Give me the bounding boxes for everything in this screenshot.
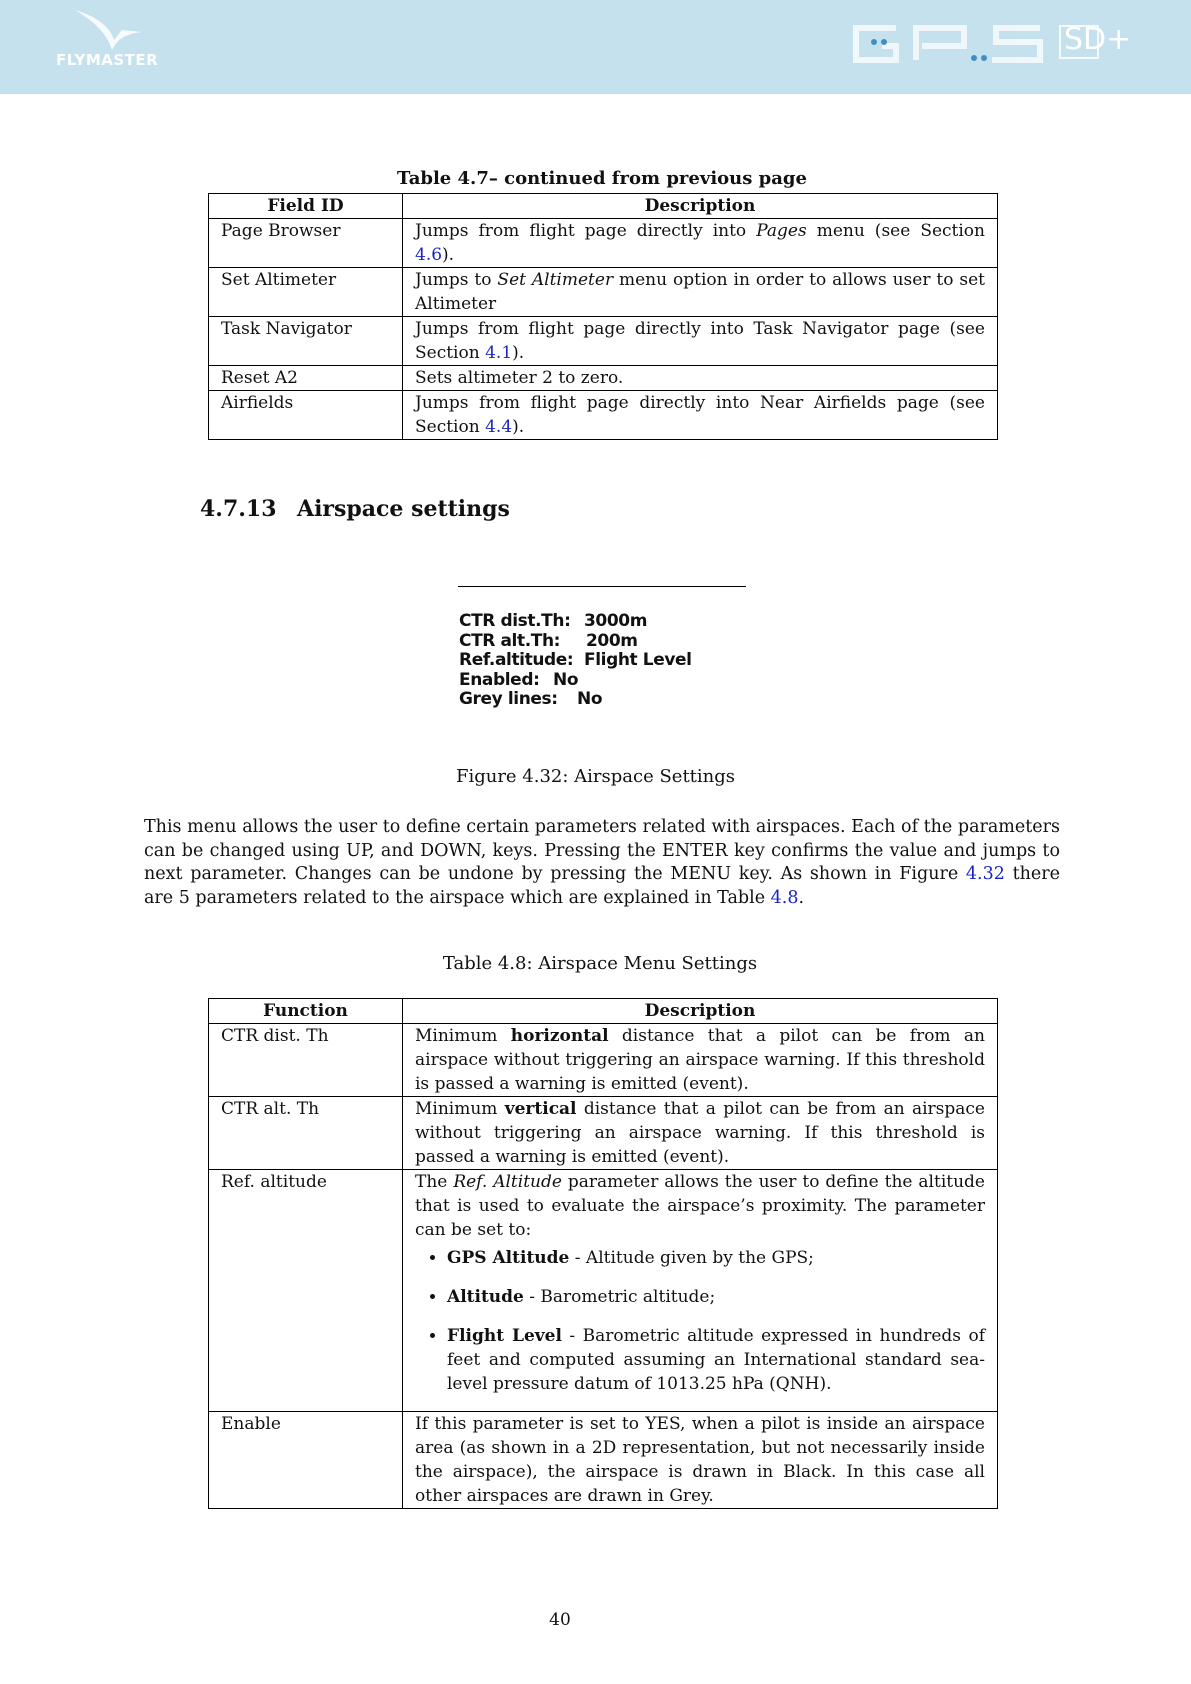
screen-line: CTR alt.Th: 200m	[459, 630, 638, 651]
function-cell: CTR alt. Th	[209, 1097, 403, 1170]
figure-link[interactable]: 4.32	[965, 864, 1005, 884]
table-row	[209, 219, 998, 268]
description-cell: Minimum horizontal distance that a pilot can be from an airspace without triggering an airspace warning. If this threshold is passed a warning is emitted (event).	[403, 1024, 998, 1097]
screen-line: CTR dist.Th: 3000m	[459, 611, 648, 631]
table-continued-caption: Table 4.7– continued from previous page	[397, 168, 807, 189]
list-item: • Flight Level - Barometric altitude expressed in hundreds of feet and computed assuming an International standard sea-level pressure datum of 1013.25 hPa (QNH).	[447, 1324, 985, 1396]
table-row	[209, 317, 998, 366]
product-suffix: SD+	[1064, 22, 1132, 57]
description-cell: Jumps from flight page directly into Near Airfields page (see Section 4.4).	[403, 391, 998, 440]
field-id-cell: Reset A2	[209, 366, 403, 391]
field-id-cell: Set Altimeter	[209, 268, 403, 317]
description-cell: The Ref. Altitude parameter allows the user to define the altitude that is used to evaluate the airspace’s proximity. The parameter can be set to: • GPS Altitude - Altitude given by the GPS; • Altitude - Barometric altitude; • Flight Level - Barometric altitude expressed in hundreds of feet and computed assuming an International standard sea-level pressure datum of 1013.25 hPa (QNH).	[403, 1170, 998, 1412]
table-row	[209, 1170, 998, 1412]
field-id-cell: Page Browser	[209, 219, 403, 268]
table-row	[209, 1412, 998, 1509]
page-number: 40	[549, 1610, 571, 1630]
list-item: • Altitude - Barometric altitude;	[447, 1285, 985, 1309]
table-row	[209, 366, 998, 391]
description-cell: Jumps to Set Altimeter menu option in order to allows user to set Altimeter	[403, 268, 998, 317]
screen-line: Grey lines: No	[459, 689, 603, 709]
section-link[interactable]: 4.6	[415, 245, 443, 265]
figure-caption: Figure 4.32: Airspace Settings	[455, 766, 736, 787]
section-title: Airspace settings	[297, 496, 510, 522]
table-link[interactable]: 4.8	[770, 887, 799, 908]
table-row	[209, 1097, 998, 1170]
description-cell: Jumps from flight page directly into Pages menu (see Section 4.6).	[403, 219, 998, 268]
screen-line: Ref.altitude: Flight Level	[459, 650, 692, 670]
section-link[interactable]: 4.4	[485, 417, 513, 437]
column-header: Description	[403, 194, 998, 219]
list-item: • GPS Altitude - Altitude given by the GPS;	[447, 1246, 985, 1270]
table-row	[209, 1024, 998, 1097]
description-cell: If this parameter is set to YES, when a pilot is inside an airspace area (as shown in a 2D representation, but not necessarily inside the airspace), the airspace is drawn in Black. In this case all other airspaces are drawn in Grey.	[403, 1412, 998, 1509]
description-cell: Sets altimeter 2 to zero.	[403, 366, 998, 391]
field-id-cell: Task Navigator	[209, 317, 403, 366]
function-cell: Ref. altitude	[209, 1170, 403, 1412]
description-cell: Jumps from flight page directly into Task Navigator page (see Section 4.1).	[403, 317, 998, 366]
field-id-table	[208, 193, 998, 440]
page-header	[0, 0, 1191, 94]
screen-top-rule	[458, 586, 746, 587]
body-paragraph: This menu allows the user to define certain parameters related with airspaces. Each of the parameters can be changed using UP, and DOWN, keys. Pressing the ENTER key confirms the value and jumps to next parameter. Changes can be undone by pressing the MENU key. As shown in Figure 4.32 there are 5 parameters related to the airspace which are explained in Table 4.8.	[144, 817, 1060, 908]
column-header: Field ID	[209, 194, 403, 219]
table-caption: Table 4.8: Airspace Menu Settings	[442, 953, 758, 974]
brand-name: FLYMASTER	[56, 51, 159, 69]
field-id-cell: Airfields	[209, 391, 403, 440]
table-header-row	[209, 999, 998, 1024]
section-number: 4.7.13	[200, 496, 277, 522]
function-cell: CTR dist. Th	[209, 1024, 403, 1097]
description-cell: Minimum vertical distance that a pilot can be from an airspace without triggering an airspace warning. If this threshold is passed a warning is emitted (event).	[403, 1097, 998, 1170]
section-heading	[200, 496, 510, 522]
option-list	[415, 1246, 985, 1396]
column-header: Function	[209, 999, 403, 1024]
section-link[interactable]: 4.1	[485, 343, 513, 363]
airspace-settings-table	[208, 998, 998, 1509]
table-header-row	[209, 194, 998, 219]
column-header: Description	[403, 999, 998, 1024]
airspace-settings-screen	[459, 612, 692, 710]
table-row	[209, 391, 998, 440]
table-row	[209, 268, 998, 317]
screen-line: Enabled: No	[459, 669, 579, 690]
function-cell: Enable	[209, 1412, 403, 1509]
